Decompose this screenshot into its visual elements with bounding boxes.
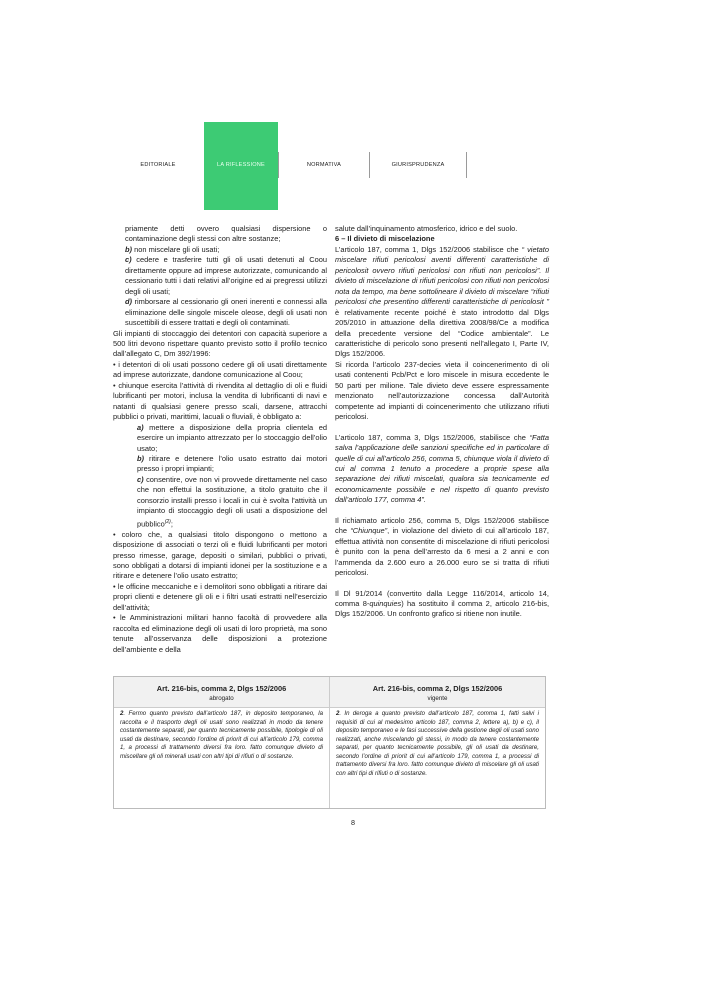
list-item <box>113 255 327 297</box>
paragraph <box>335 516 549 579</box>
item-text: ritirare e detenere l’olio usato estratto dai motori presso i propri impianti; <box>137 453 327 474</box>
text: è relativamente recente poiché è stato introdotto dal Dlgs 205/2010 in attuazione della direttiva 2008/98/Ce a modifica della precedente versione del “Codice ambientale”. Le caratteristiche di pericolo sono presenti nell’allegato I, Parte IV, Dlgs 152/2006. <box>335 307 549 359</box>
text: Il richiamato articolo 256, comma 5, Dlgs 152/2006 stabilisce che <box>335 515 549 536</box>
item-label: a) <box>137 422 144 432</box>
nav-item-editoriale[interactable] <box>112 122 204 210</box>
comparison-table <box>113 676 546 809</box>
table-header-left <box>114 677 329 707</box>
text: ) ha sostituito il comma 2, articolo 216-bis, Dlgs 152/2006. Un confronto grafico si ritiene non inutile. <box>335 598 550 619</box>
paragraph: priamente detti ovvero qualsiasi dispersione o contaminazione degli stessi con altre sostanze; <box>125 224 327 244</box>
list-item <box>113 297 327 328</box>
item-text: mettere a disposizione della propria clientela ed esercire un impianto attrezzato per lo stoccaggio dell’olio usato; <box>137 422 327 453</box>
table-header-right <box>330 677 545 707</box>
quote: “Fatta salva l’applicazione delle sanzioni specifiche ed in particolare di quelle di cui all’articolo 256, comma 5, chiunque viola il divieto di cui al comma 1 tenuto a procedere a proprie spese alla separazione dei rifiuti miscelati, qualora sia tecnicamente ed economicamente possibile e nel rispetto di quanto previsto dall’articolo 177, comma 4”. <box>335 432 549 505</box>
emphasis: quinquies <box>369 598 402 608</box>
column-status: vigente <box>427 695 448 702</box>
nav-label: NORMATIVA <box>306 162 342 168</box>
item-label: b) <box>125 244 133 254</box>
clause-text: . Fermo quanto previsto dall’articolo 187, in deposito temporaneo, la raccolta e il trasporto degli oli usati sono realizzati in modo da tenere costantemente separati, per quanto tecnicamente possibile, tipologie di oli usati da destinare, secondo l’ordine di priorit di cui all’articolo 179, comma 1, a processi di trattamento diversi fra loro. fatto comunque divieto di miscellare gli oli minerali usati con altri tipi di rifiuti o di sostanze. <box>120 710 323 760</box>
item-text: cedere e trasferire tutti gli oli usati detenuti al Coou direttamente oppure ad imprese autorizzate, comunicando al cessionario tutti i dati relativi all’origine ed ai pregressi utilizzi degli oli usati; <box>125 255 327 296</box>
nav-item-normativa[interactable] <box>279 122 369 210</box>
item-text: non miscelare gli oli usati; <box>132 244 220 254</box>
item-label: c) <box>125 255 132 265</box>
text: L’articolo 187, comma 1, Dlgs 152/2006 stabilisce che <box>335 244 522 254</box>
paragraph: salute dall’inquinamento atmosferico, idrico e del suolo. <box>335 224 518 233</box>
quote: “ vietato miscelare rifiuti pericolosi aventi differenti caratteristiche di pericolosit ovvero rifiuti pericolosi con rifiuti non pericolosi”. Il divieto di miscelazione di rifiuti pericolosi con rifiuti non pericolosi nota da tempo, ma bene sottolineare il divieto di miscelare “rifiuti pericolosi che presentino differenti caratteristiche di pericolosit ” <box>335 244 549 307</box>
text: L’articolo 187, comma 3, Dlgs 152/2006, stabilisce che <box>335 432 530 442</box>
clause-number: 2 <box>336 710 340 717</box>
right-column <box>335 224 549 620</box>
item-text: rimborsare al cessionario gli oneri inerenti e connessi alla eliminazione delle singole miscele oleose, degli oli usati non suscettibili di essere trattati e degli oli contaminati. <box>125 297 327 328</box>
nav-label: EDITORIALE <box>140 162 176 168</box>
column-title: Art. 216-bis, comma 2, Dlgs 152/2006 <box>156 684 287 693</box>
clause-number: 2 <box>120 710 124 717</box>
text: , in violazione del divieto di cui all’articolo 187, effettua attività non consentite di miscelazione di rifiuti pericolosi è punito con la pena dell’arresto da 6 mesi a 2 anni e con l’ammenda da 2.600 euro a 26.000 euro se si tratta di rifiuti pericolosi. <box>335 526 549 578</box>
item-text: consentire, ove non vi provvede direttamente nel caso che non effettui la sostituzione, a titolo gratuito che il consorzio installi presso i locali in cui è svolta l’attività un impianto di stoccaggio degli oli usati a disposizione del pubblico <box>137 474 327 529</box>
left-column <box>113 224 327 655</box>
paragraph: Si ricorda l’articolo 237-decies vieta il coincenerimento di oli usati contenenti Pcb/Pct e loro miscele in misura eccedente le 50 parti per milione. Tale divieto deve essere espressamente menzionato nell’autorizzazione concessa dall’Autorità competente ad impianti di coincenerimento che utilizzano rifiuti pericolosi. <box>335 359 549 422</box>
paragraph <box>335 589 549 620</box>
table-cell-right <box>336 710 539 778</box>
table-divider <box>329 677 330 808</box>
bullet-item: • chiunque esercita l’attività di rivendita al dettaglio di oli e fluidi lubrificanti per motori, inclusa la vendita di lubrificanti di navi e natanti di qualsiasi genere presso scali, darsene, attracchi pubblici o privati, marittimi, lacuali o fluviali, è obbligato a: <box>113 380 327 422</box>
list-item <box>113 475 327 530</box>
section-nav <box>112 122 596 210</box>
text: Il Dl 91/2014 (convertito dalla Legge 116/2014, articolo 14, comma 8- <box>335 588 549 608</box>
footnote-ref: (2) <box>164 518 171 525</box>
clause-text: . In deroga a quanto previsto dall’articolo 187, comma 1, fatti salvi i requisiti di cui al medesimo articolo 187, comma 2, lettere a), b) e c), il deposito temporaneo e le fasi successive della gestione degli oli usati sono realizzati, anche miscelando gli stessi, in modo da tenere costantemente separati, per quanto tecnicamente possibile, gli oli usati da destinare, secondo l’ordine di priorit di cui all’articolo 179, comma 1, a processi di trattamento diversi fra loro. fatto comunque divieto di miscelare gli oli usati con altri tipi di rifiuti o di sostanze. <box>336 710 539 777</box>
item-label: b) <box>137 453 145 463</box>
paragraph <box>335 245 549 360</box>
nav-label: GIURISPRUDENZA <box>391 162 445 168</box>
page-number: 8 <box>351 818 355 827</box>
list-item <box>113 423 327 454</box>
item-label: d) <box>125 297 133 307</box>
nav-divider <box>466 152 467 178</box>
bullet-item: • le Amministrazioni militari hanno facoltà di provvedere alla raccolta ed eliminazione degli oli usati di loro proprietà, ma sono tenute all’osservanza delle disposizioni a protezione dell’ambiente e della <box>113 613 327 654</box>
column-status: abrogato <box>209 695 234 702</box>
paragraph <box>335 433 549 506</box>
paragraph: Gli impianti di stoccaggio dei detentori con capacità superiore a 500 litri devono rispettare quanto previsto sotto il profilo tecnico dall’allegato C, Dm 392/1996: <box>113 328 327 359</box>
bullet-item: • coloro che, a qualsiasi titolo dispongono o mettono a disposizione di associati o terzi oli e fluidi lubrificanti per motori presso rimesse, garage, depositi o similari, pubblici o privati, sono obbligati a dotarsi di impianti idonei per la sostituzione e a ritirare e detenere l’olio usato estratto; <box>113 529 327 581</box>
bullet-item: • i detentori di oli usati possono cedere gli oli usati direttamente ad imprese autorizzate, dandone comunicazione al Coou; <box>113 359 327 380</box>
item-label: c) <box>137 474 144 484</box>
list-item <box>113 245 327 255</box>
section-heading: 6 – Il divieto di miscelazione <box>335 234 435 244</box>
nav-item-la-riflessione[interactable] <box>204 122 278 210</box>
nav-label: LA RIFLESSIONE <box>217 162 265 168</box>
column-title: Art. 216-bis, comma 2, Dlgs 152/2006 <box>372 684 503 693</box>
list-item <box>113 454 327 475</box>
quote: “Chiunque” <box>350 526 388 536</box>
bullet-item: • le officine meccaniche e i demolitori sono obbligati a ritirare dai propri clienti e detenere gli oli e i filtri usati estratti nell’esercizio dell’attività; <box>113 581 327 612</box>
nav-item-giurisprudenza[interactable] <box>370 122 466 210</box>
item-text-end: ; <box>170 519 173 529</box>
table-cell-left <box>120 710 323 761</box>
